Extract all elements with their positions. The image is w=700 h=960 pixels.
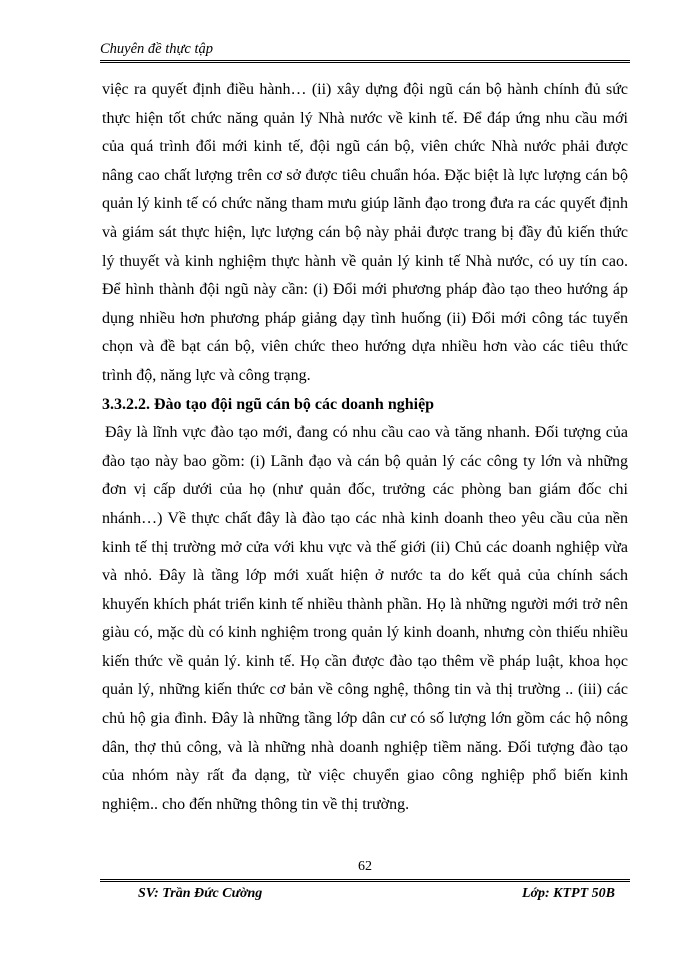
footer-class: Lớp: KTPT 50B bbox=[521, 886, 615, 901]
page-header-title: Chuyên đề thực tập bbox=[100, 41, 214, 57]
paragraph-2: Đây là lĩnh vực đào tạo mới, đang có nhu cầu cao và tăng nhanh. Đối tượng của đào tạo này bao gồm: (i) Lãnh đạo và cán bộ quản lý các công ty lớn và những đơn vị cấp dưới của họ (như quản đốc, trưởng các phòng ban giám đốc chi nhánh…) Về thực chất đây là đào tạo các nhà kinh doanh theo yêu cầu của nền kinh tế thị trường mở cửa với khu vực và thế giới (ii) Chủ các doanh nghiệp vừa và nhỏ. Đây là tầng lớp mới xuất hiện ở nước ta do kết quả của chính sách khuyến khích phát triển kinh tế nhiều thành phần. Họ là những người mới trở nên giàu có, mặc dù có kinh nghiệm trong quản lý kinh doanh, nhưng còn thiếu nhiều kiến thức về quản lý. kinh tế. Họ cần được đào tạo thêm về pháp luật, khoa học quản lý, những kiến thức cơ bản về công nghệ, thông tin và thị trường .. (iii) các chủ hộ gia đình. Đây là những tầng lớp dân cư có số lượng lớn gồm các hộ nông dân, thợ thủ công, và là những nhà doanh nghiệp tiềm năng. Đối tượng đào tạo của nhóm này rất đa dạng, từ việc chuyển giao công nghiệp phổ biến kinh nghiệm.. cho đến những thông tin về thị trường. bbox=[102, 424, 628, 813]
footer-author: SV: Trần Đức Cường bbox=[138, 886, 263, 901]
footer-rule bbox=[100, 879, 630, 882]
section-heading: 3.3.2.2. Đào tạo đội ngũ cán bộ các doanh nghiệp bbox=[102, 395, 435, 413]
page-number: 62 bbox=[358, 859, 372, 874]
body-text bbox=[102, 76, 628, 819]
header-rule bbox=[100, 60, 630, 63]
paragraph-1: việc ra quyết định điều hành… (ii) xây dựng đội ngũ cán bộ hành chính đủ sức thực hiện tốt chức năng quản lý Nhà nước về kinh tế. Để đáp ứng nhu cầu mới của quá trình đổi mới kinh tế, đội ngũ cán bộ, viên chức Nhà nước phải được nâng cao chất lượng trên cơ sở được tiêu chuẩn hóa. Đặc biệt là lực lượng cán bộ quản lý kinh tế có chức năng tham mưu giúp lãnh đạo trong đưa ra các quyết định và giám sát thực hiện, lực lượng cán bộ này phải được trang bị đầy đủ kiến thức lý thuyết và kinh nghiệm thực hành về quản lý kinh tế Nhà nước, có uy tín cao. Để hình thành đội ngũ này cần: (i) Đổi mới phương pháp đào tạo theo hướng áp dụng nhiều hơn phương pháp giảng dạy tình huống (ii) Đổi mới công tác tuyển chọn và đề bạt cán bộ, viên chức theo hướng dựa nhiều hơn vào các tiêu thức trình độ, năng lực và công trạng. bbox=[102, 81, 628, 384]
